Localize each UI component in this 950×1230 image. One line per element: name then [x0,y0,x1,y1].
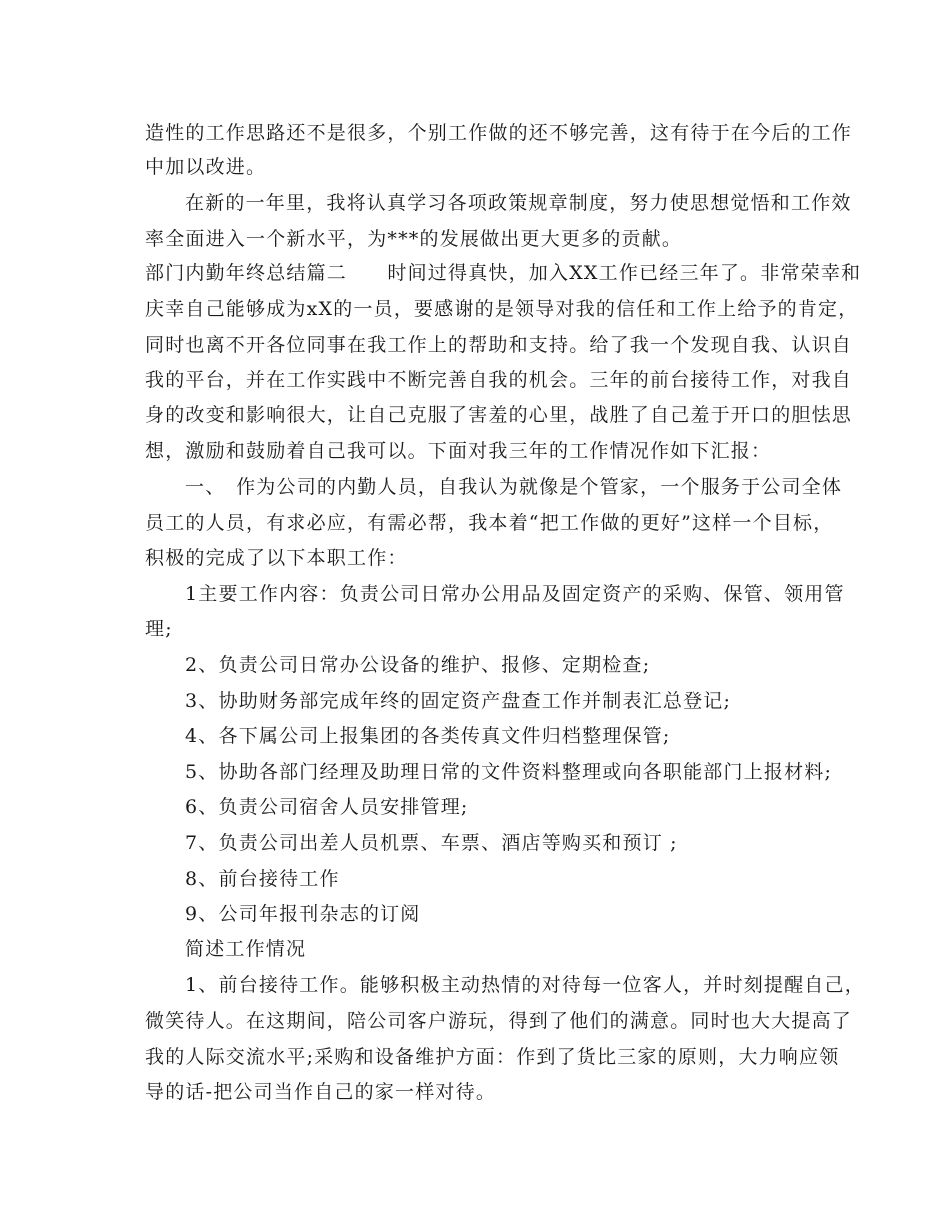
text-line: 庆幸自己能够成为xX的一员，要感谢的是领导对我的信任和工作上给予的肯定， [145,298,859,320]
text-line: 理; [145,618,173,640]
paragraph-start-line: 在新的一年里，我将认真学习各项政策规章制度，努力使思想觉悟和工作效 [185,192,852,214]
paragraph-start-line: 1、前台接待工作。能够积极主动热情的对待每一位客人，并时刻提醒自己， [185,974,865,996]
subheading-line: 简述工作情况 [185,938,307,960]
text-line: 员工的人员，有求必应，有需必帮，我本着“把工作做的更好”这样一个目标， [145,512,834,534]
text-line: 我的人际交流水平;采购和设备维护方面：作到了货比三家的原则，大力响应领 [145,1046,840,1068]
list-item-line: 3、协助财务部完成年终的固定资产盘查工作并制表汇总登记; [185,690,732,712]
list-item-line: 4、各下属公司上报集团的各类传真文件归档整理保管; [185,725,671,747]
list-item-line: 9、公司年报刊杂志的订阅 [185,903,421,925]
list-item-line: 7、负责公司出差人员机票、车票、酒店等购买和预订 ; [185,832,678,854]
text-line: 想，激励和鼓励着自己我可以。下面对我三年的工作情况作如下汇报： [145,440,772,462]
section-heading-line: 部门内勤年终总结篇二 时间过得真快，加入XX工作已经三年了。非常荣幸和 [145,262,862,284]
text-line: 造性的工作思路还不是很多，个别工作做的还不够完善，这有待于在今后的工作 [145,122,853,144]
list-item-line: 6、负责公司宿舍人员安排管理; [185,796,469,818]
text-line: 微笑待人。在这期间，陪公司客户游玩，得到了他们的满意。同时也大大提高了 [145,1010,853,1032]
text-line: 积极的完成了以下本职工作： [145,547,408,569]
paragraph-start-line: 一、 作为公司的内勤人员，自我认为就像是个管家，一个服务于公司全体 [185,476,843,498]
list-item-line: 2、负责公司日常办公设备的维护、报修、定期检查; [185,654,651,676]
text-line: 同时也离不开各位同事在我工作上的帮助和支持。给了我一个发现自我、认识自 [145,334,853,356]
list-item-line: 8、前台接待工作 [185,868,340,890]
text-line: 中加以改进。 [145,156,267,178]
text-line: 我的平台，并在工作实践中不断完善自我的机会。三年的前台接待工作，对我自 [145,369,853,391]
text-line: 身的改变和影响很大，让自己克服了害羞的心里，战胜了自己羞于开口的胆怯思 [145,404,853,426]
text-line: 率全面进入一个新水平，为***的发展做出更大更多的贡献。 [145,228,683,250]
list-item-line: 5、协助各部门经理及助理日常的文件资料整理或向各职能部门上报材料; [185,761,833,783]
list-item-line: 1主要工作内容：负责公司日常办公用品及固定资产的采购、保管、领用管 [185,583,845,605]
text-line: 导的话-把公司当作自己的家一样对待。 [145,1081,497,1103]
